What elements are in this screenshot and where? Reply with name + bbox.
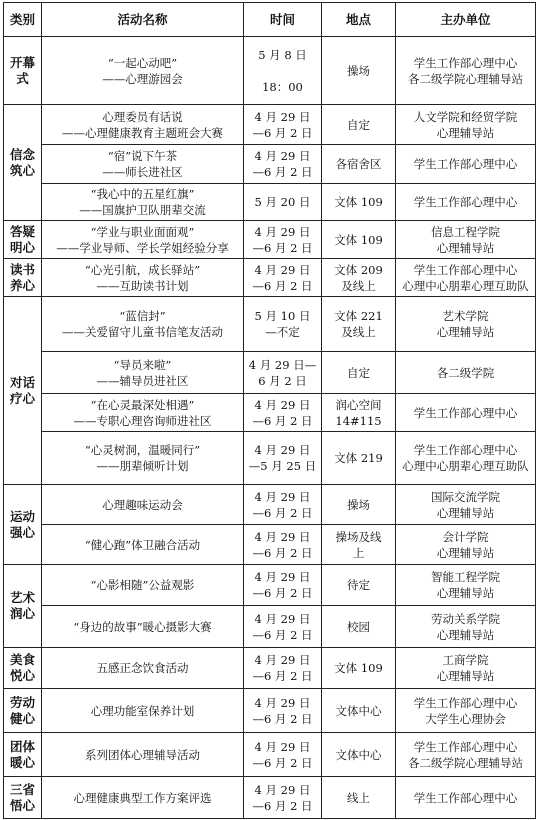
time-cell: 4 月 29 日 —6 月 2 日 [244,777,322,819]
time-cell: 4 月 29 日 —6 月 2 日 [244,689,322,733]
category-cell: 运动 强心 [4,485,42,565]
category-cell: 信念 筑心 [4,105,42,221]
organizer-cell: 各二级学院 [396,352,536,394]
header-row [4,3,536,37]
time-cell: 4 月 29 日 —6 月 2 日 [244,259,322,297]
category-cell: 读书 养心 [4,259,42,297]
activity-name-cell: “心光引航，成长驿站” ——互助读书计划 [42,259,244,297]
table-row [4,297,536,352]
organizer-cell: 劳动关系学院 心理辅导站 [396,606,536,648]
table-row [4,733,536,777]
organizer-cell: 学生工作部心理中心 [396,777,536,819]
organizer-cell: 智能工程学院 心理辅导站 [396,565,536,606]
header-time: 时间 [244,3,322,37]
category-cell: 团体 暖心 [4,733,42,777]
time-cell: 4 月 29 日 —6 月 2 日 [244,565,322,606]
activity-name-cell: 心理趣味运动会 [42,485,244,525]
location-cell: 文体 219 [322,432,396,485]
table-row [4,525,536,565]
table-row [4,105,536,145]
location-cell: 文体 209 及线上 [322,259,396,297]
organizer-cell: 艺术学院 心理辅导站 [396,297,536,352]
organizer-cell: 学生工作部心理中心 [396,394,536,432]
location-cell: 文体中心 [322,733,396,777]
table-row [4,37,536,105]
organizer-cell: 信息工程学院 心理辅导站 [396,221,536,259]
table-row [4,777,536,819]
organizer-cell: 学生工作部心理中心 大学生心理协会 [396,689,536,733]
header-activity-name: 活动名称 [42,3,244,37]
table-row [4,259,536,297]
table-row [4,648,536,689]
location-cell: 操场 [322,37,396,105]
location-cell: 各宿舍区 [322,145,396,184]
category-cell: 对话 疗心 [4,297,42,485]
header-location: 地点 [322,3,396,37]
activity-name-cell: 心理健康典型工作方案评选 [42,777,244,819]
organizer-cell: 工商学院 心理辅导站 [396,648,536,689]
category-cell: 答疑 明心 [4,221,42,259]
time-cell: 5 月 10 日 —不定 [244,297,322,352]
organizer-cell: 国际交流学院 心理辅导站 [396,485,536,525]
location-cell: 操场及线 上 [322,525,396,565]
activity-name-cell: “我心中的五星红旗” ——国旗护卫队朋辈交流 [42,184,244,221]
table-row [4,432,536,485]
time-cell: 4 月 29 日 —6 月 2 日 [244,394,322,432]
location-cell: 待定 [322,565,396,606]
table-row [4,184,536,221]
location-cell: 自定 [322,352,396,394]
organizer-cell: 学生工作部心理中心 心理中心朋辈心理互助队 [396,432,536,485]
organizer-cell: 学生工作部心理中心 心理中心朋辈心理互助队 [396,259,536,297]
location-cell: 校园 [322,606,396,648]
activity-name-cell: “心影相随”公益观影 [42,565,244,606]
activity-name-cell: “蓝信封” ——关爱留守儿童书信笔友活动 [42,297,244,352]
location-cell: 操场 [322,485,396,525]
organizer-cell: 学生工作部心理中心 [396,184,536,221]
location-cell: 文体中心 [322,689,396,733]
table-row [4,689,536,733]
location-cell: 润心空间 14#115 [322,394,396,432]
table-row [4,352,536,394]
activity-name-cell: “身边的故事”暖心摄影大赛 [42,606,244,648]
location-cell: 线上 [322,777,396,819]
organizer-cell: 学生工作部心理中心 各二级学院心理辅导站 [396,733,536,777]
location-cell: 文体 109 [322,184,396,221]
category-cell: 劳动 健心 [4,689,42,733]
time-cell: 5 月 20 日 [244,184,322,221]
time-cell: 4 月 29 日 —6 月 2 日 [244,606,322,648]
category-cell: 三省 悟心 [4,777,42,819]
category-cell: 开幕 式 [4,37,42,105]
activity-name-cell: “学业与职业面面观” ——学业导师、学长学姐经验分享 [42,221,244,259]
time-cell: 4 月 29 日 —6 月 2 日 [244,485,322,525]
category-cell: 艺术 润心 [4,565,42,648]
table-row [4,565,536,606]
activity-schedule-table [3,2,536,819]
header-category: 类别 [4,3,42,37]
table-row [4,485,536,525]
table-row [4,145,536,184]
table-row [4,394,536,432]
time-cell: 4 月 29 日 —5 月 25 日 [244,432,322,485]
time-cell: 4 月 29 日 —6 月 2 日 [244,145,322,184]
organizer-cell: 人文学院和经贸学院 心理辅导站 [396,105,536,145]
organizer-cell: 学生工作部心理中心 [396,145,536,184]
header-organizer: 主办单位 [396,3,536,37]
activity-name-cell: “一起心动吧” ——心理游园会 [42,37,244,105]
activity-name-cell: “在心灵最深处相遇” ——专职心理咨询师进社区 [42,394,244,432]
activity-name-cell: “心灵树洞，温暖同行” ——朋辈倾听计划 [42,432,244,485]
activity-name-cell: “宿”说下午茶 ——师长进社区 [42,145,244,184]
activity-name-cell: 心理委员有话说 ——心理健康教育主题班会大赛 [42,105,244,145]
location-cell: 文体 109 [322,221,396,259]
category-cell: 美食 悦心 [4,648,42,689]
activity-name-cell: 系列团体心理辅导活动 [42,733,244,777]
location-cell: 文体 221 及线上 [322,297,396,352]
time-cell: 4 月 29 日— 6 月 2 日 [244,352,322,394]
time-cell: 4 月 29 日 —6 月 2 日 [244,648,322,689]
table-row [4,221,536,259]
time-cell: 4 月 29 日 —6 月 2 日 [244,733,322,777]
activity-name-cell: 心理功能室保养计划 [42,689,244,733]
location-cell: 文体 109 [322,648,396,689]
time-cell: 4 月 29 日 —6 月 2 日 [244,525,322,565]
time-cell: 4 月 29 日 —6 月 2 日 [244,105,322,145]
organizer-cell: 会计学院 心理辅导站 [396,525,536,565]
organizer-cell: 学生工作部心理中心 各二级学院心理辅导站 [396,37,536,105]
activity-name-cell: 五感正念饮食活动 [42,648,244,689]
time-cell: 4 月 29 日 —6 月 2 日 [244,221,322,259]
time-cell: 5 月 8 日 18：00 [244,37,322,105]
activity-name-cell: “导员来啦” ——辅导员进社区 [42,352,244,394]
table-row [4,606,536,648]
activity-name-cell: “健心跑”体卫融合活动 [42,525,244,565]
location-cell: 自定 [322,105,396,145]
